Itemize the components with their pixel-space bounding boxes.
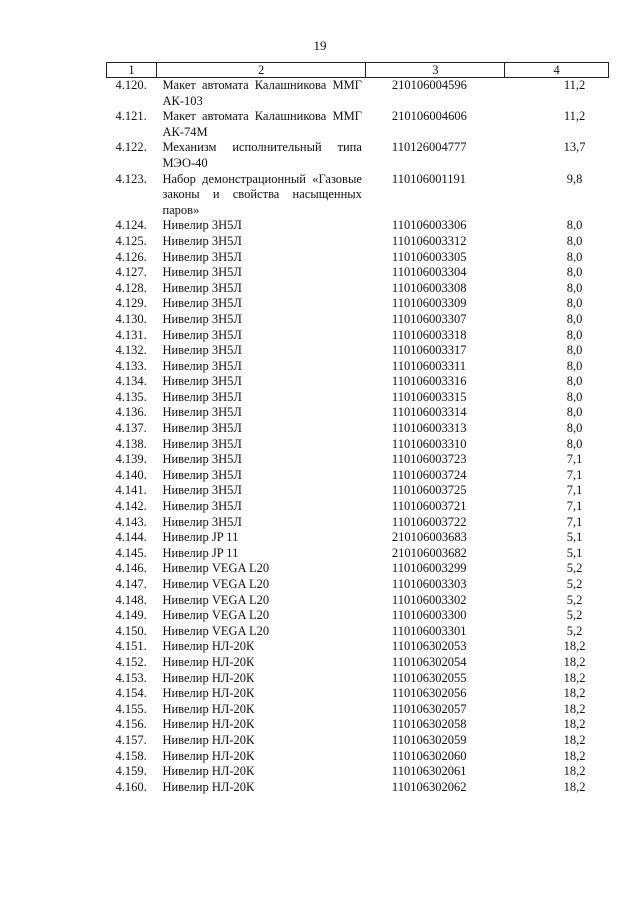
row-name: Нивелир НЛ-20К [162, 654, 255, 669]
table-row [107, 218, 609, 234]
row-inventory-code: 110106003312 [391, 233, 467, 248]
row-name: Макет автомата Калашникова ММГ АК-103 [162, 78, 362, 108]
row-name: Нивелир JP 11 [162, 530, 239, 545]
row-number: 4.141. [115, 483, 147, 498]
row-name: Нивелир VEGA L20 [162, 561, 270, 576]
table-row [107, 749, 609, 765]
table-row [107, 717, 609, 733]
table-row [107, 421, 609, 437]
table-row [107, 702, 609, 718]
row-name: Нивелир НЛ-20К [162, 764, 255, 779]
row-inventory-code: 110106003300 [391, 608, 467, 623]
table-row [107, 78, 609, 110]
table-row [107, 515, 609, 531]
row-number: 4.120. [115, 78, 147, 92]
row-inventory-code: 110106003311 [391, 358, 466, 373]
row-value: 18,2 [563, 686, 586, 701]
table-row [107, 780, 609, 796]
row-name: Нивелир 3Н5Л [162, 436, 242, 451]
row-number: 4.122. [115, 140, 147, 155]
row-number: 4.143. [115, 514, 147, 529]
row-number: 4.130. [115, 311, 147, 326]
row-value: 5,2 [566, 592, 583, 607]
row-number: 4.159. [115, 764, 147, 779]
row-name: Нивелир НЛ-20К [162, 779, 255, 794]
row-name: Нивелир 3Н5Л [162, 405, 242, 420]
row-value: 18,2 [563, 779, 586, 794]
row-number: 4.156. [115, 717, 147, 732]
row-name: Нивелир 3Н5Л [162, 249, 242, 264]
row-value: 9,8 [566, 171, 583, 186]
row-name: Нивелир 3Н5Л [162, 296, 242, 311]
table-header-row [107, 63, 609, 78]
row-number: 4.144. [115, 530, 147, 545]
row-value: 7,1 [566, 499, 583, 514]
row-inventory-code: 110126004777 [391, 140, 467, 155]
row-inventory-code: 110106003310 [391, 436, 467, 451]
row-inventory-code: 110106003314 [391, 405, 467, 420]
row-inventory-code: 210106004596 [391, 78, 467, 92]
row-inventory-code: 110106302060 [391, 748, 467, 763]
row-inventory-code: 110106003313 [391, 421, 467, 436]
header-col-4: 4 [505, 63, 609, 78]
table-row [107, 499, 609, 515]
row-name: Нивелир НЛ-20К [162, 701, 255, 716]
table-row [107, 390, 609, 406]
table-row [107, 405, 609, 421]
row-name: Нивелир НЛ-20К [162, 748, 255, 763]
table-row [107, 343, 609, 359]
row-number: 4.158. [115, 748, 147, 763]
row-number: 4.125. [115, 233, 147, 248]
table-row [107, 577, 609, 593]
row-value: 8,0 [566, 311, 583, 326]
row-inventory-code: 110106003303 [391, 577, 467, 591]
row-inventory-code: 110106003309 [391, 296, 467, 311]
row-name: Нивелир VEGA L20 [162, 608, 270, 623]
row-number: 4.138. [115, 436, 147, 451]
row-name: Механизм исполнительный типа МЭО-40 [162, 140, 362, 170]
row-inventory-code: 110106302054 [391, 654, 467, 669]
page-number: 19 [313, 38, 327, 53]
table-row [107, 483, 609, 499]
row-name: Макет автомата Калашникова ММГ АК-74М [162, 109, 362, 139]
table-row [107, 452, 609, 468]
row-number: 4.132. [115, 343, 147, 358]
row-inventory-code: 110106003315 [391, 389, 467, 404]
row-value: 8,0 [566, 233, 583, 248]
row-name: Нивелир НЛ-20К [162, 717, 255, 732]
row-number: 4.123. [115, 171, 147, 186]
row-value: 8,0 [566, 343, 583, 358]
row-name: Нивелир 3Н5Л [162, 327, 242, 342]
row-value: 5,1 [566, 530, 583, 545]
row-inventory-code: 110106003318 [391, 327, 467, 342]
table-row [107, 172, 609, 219]
row-number: 4.149. [115, 608, 147, 623]
row-number: 4.153. [115, 670, 147, 685]
row-value: 8,0 [566, 436, 583, 451]
row-value: 18,2 [563, 639, 586, 654]
row-value: 8,0 [566, 374, 583, 389]
table-row [107, 265, 609, 281]
table-row [107, 328, 609, 344]
row-number: 4.151. [115, 639, 147, 654]
table-row [107, 359, 609, 375]
row-value: 7,1 [566, 514, 583, 529]
table-row [107, 374, 609, 390]
row-name: Нивелир НЛ-20К [162, 639, 255, 654]
row-number: 4.148. [115, 592, 147, 607]
row-value: 18,2 [563, 717, 586, 732]
row-inventory-code: 210106003683 [391, 530, 467, 545]
row-name: Нивелир 3Н5Л [162, 467, 242, 482]
row-number: 4.133. [115, 358, 147, 373]
inventory-table [106, 62, 609, 795]
table-row [107, 234, 609, 250]
row-number: 4.145. [115, 545, 147, 560]
row-name: Нивелир 3Н5Л [162, 452, 242, 467]
table-row [107, 764, 609, 780]
row-inventory-code: 110106003725 [391, 483, 467, 498]
row-value: 8,0 [566, 249, 583, 264]
row-name: Нивелир НЛ-20К [162, 686, 255, 701]
row-inventory-code: 110106302057 [391, 701, 467, 716]
table-row [107, 733, 609, 749]
row-inventory-code: 110106302053 [391, 639, 467, 654]
row-value: 5,2 [566, 623, 583, 638]
row-number: 4.135. [115, 389, 147, 404]
table-row [107, 140, 609, 171]
row-value: 18,2 [563, 701, 586, 716]
row-name: Нивелир 3Н5Л [162, 499, 242, 514]
table-row [107, 593, 609, 609]
row-value: 8,0 [566, 405, 583, 420]
row-name: Нивелир VEGA L20 [162, 592, 270, 607]
row-inventory-code: 110106003723 [391, 452, 467, 467]
row-value: 11,2 [563, 78, 586, 92]
row-inventory-code: 110106302059 [391, 732, 467, 747]
row-name: Нивелир 3Н5Л [162, 311, 242, 326]
row-name: Нивелир 3Н5Л [162, 358, 242, 373]
table-row [107, 530, 609, 546]
row-name: Нивелир 3Н5Л [162, 233, 242, 248]
table-row [107, 608, 609, 624]
row-inventory-code: 110106302055 [391, 670, 467, 685]
row-value: 8,0 [566, 327, 583, 342]
row-name: Нивелир 3Н5Л [162, 280, 242, 295]
row-name: Нивелир НЛ-20К [162, 670, 255, 685]
row-inventory-code: 110106001191 [391, 171, 466, 186]
row-inventory-code: 110106003724 [391, 467, 467, 482]
row-inventory-code: 110106003308 [391, 280, 467, 295]
row-value: 7,1 [566, 467, 583, 482]
table-row [107, 468, 609, 484]
row-inventory-code: 110106302056 [391, 686, 467, 701]
row-number: 4.128. [115, 280, 147, 295]
row-name: Нивелир НЛ-20К [162, 732, 255, 747]
table-row [107, 437, 609, 453]
row-inventory-code: 110106302058 [391, 717, 467, 732]
row-inventory-code: 210106003682 [391, 545, 467, 560]
table-row [107, 686, 609, 702]
row-name: Нивелир VEGA L20 [162, 577, 270, 591]
row-inventory-code: 110106003721 [391, 499, 467, 514]
row-name: Нивелир JP 11 [162, 545, 239, 560]
row-number: 4.160. [115, 779, 147, 794]
row-number: 4.147. [115, 577, 147, 591]
row-number: 4.129. [115, 296, 147, 311]
row-name: Нивелир 3Н5Л [162, 421, 242, 436]
row-name: Набор демонстрационный «Газовые законы и свойства насыщенных паров» [162, 171, 362, 217]
row-inventory-code: 110106003299 [391, 561, 467, 576]
row-number: 4.137. [115, 421, 147, 436]
row-value: 8,0 [566, 218, 583, 233]
table-row [107, 109, 609, 140]
table-row [107, 655, 609, 671]
table-row [107, 250, 609, 266]
row-number: 4.124. [115, 218, 147, 233]
row-value: 18,2 [563, 654, 586, 669]
row-number: 4.157. [115, 732, 147, 747]
row-name: Нивелир 3Н5Л [162, 218, 242, 233]
row-inventory-code: 110106003722 [391, 514, 467, 529]
header-col-3: 3 [366, 63, 505, 78]
table-row [107, 546, 609, 562]
row-name: Нивелир 3Н5Л [162, 483, 242, 498]
row-number: 4.139. [115, 452, 147, 467]
row-inventory-code: 110106003317 [391, 343, 467, 358]
row-number: 4.126. [115, 249, 147, 264]
table-row [107, 296, 609, 312]
row-value: 13,7 [563, 140, 586, 155]
row-inventory-code: 110106003302 [391, 592, 467, 607]
row-value: 5,2 [566, 608, 583, 623]
row-number: 4.134. [115, 374, 147, 389]
row-number: 4.121. [115, 109, 147, 124]
row-value: 8,0 [566, 296, 583, 311]
row-number: 4.150. [115, 623, 147, 638]
row-name: Нивелир 3Н5Л [162, 343, 242, 358]
table-row [107, 671, 609, 687]
header-col-2: 2 [156, 63, 365, 78]
row-value: 8,0 [566, 358, 583, 373]
row-number: 4.136. [115, 405, 147, 420]
row-value: 8,0 [566, 421, 583, 436]
row-number: 4.140. [115, 467, 147, 482]
row-name: Нивелир VEGA L20 [162, 623, 270, 638]
row-value: 8,0 [566, 280, 583, 295]
row-inventory-code: 110106003304 [391, 265, 467, 280]
row-number: 4.152. [115, 654, 147, 669]
row-value: 8,0 [566, 389, 583, 404]
row-value: 5,1 [566, 545, 583, 560]
row-inventory-code: 110106003316 [391, 374, 467, 389]
table-row [107, 624, 609, 640]
table-row [107, 561, 609, 577]
row-inventory-code: 210106004606 [391, 109, 467, 124]
row-inventory-code: 110106302061 [391, 764, 467, 779]
table-body [107, 78, 609, 796]
table-row [107, 639, 609, 655]
row-value: 11,2 [563, 109, 586, 124]
row-value: 18,2 [563, 732, 586, 747]
row-value: 18,2 [563, 764, 586, 779]
row-name: Нивелир 3Н5Л [162, 514, 242, 529]
row-value: 7,1 [566, 483, 583, 498]
row-value: 5,2 [566, 577, 583, 591]
row-inventory-code: 110106003301 [391, 623, 467, 638]
row-value: 8,0 [566, 265, 583, 280]
row-number: 4.142. [115, 499, 147, 514]
row-number: 4.127. [115, 265, 147, 280]
row-name: Нивелир 3Н5Л [162, 389, 242, 404]
row-inventory-code: 110106003306 [391, 218, 467, 233]
row-value: 18,2 [563, 748, 586, 763]
row-name: Нивелир 3Н5Л [162, 265, 242, 280]
table-row [107, 312, 609, 328]
row-name: Нивелир 3Н5Л [162, 374, 242, 389]
row-inventory-code: 110106003307 [391, 311, 467, 326]
row-inventory-code: 110106302062 [391, 779, 467, 794]
header-col-1: 1 [107, 63, 157, 78]
row-number: 4.154. [115, 686, 147, 701]
row-value: 5,2 [566, 561, 583, 576]
row-number: 4.131. [115, 327, 147, 342]
table-row [107, 281, 609, 297]
row-value: 18,2 [563, 670, 586, 685]
row-value: 7,1 [566, 452, 583, 467]
row-inventory-code: 110106003305 [391, 249, 467, 264]
row-number: 4.146. [115, 561, 147, 576]
row-number: 4.155. [115, 701, 147, 716]
